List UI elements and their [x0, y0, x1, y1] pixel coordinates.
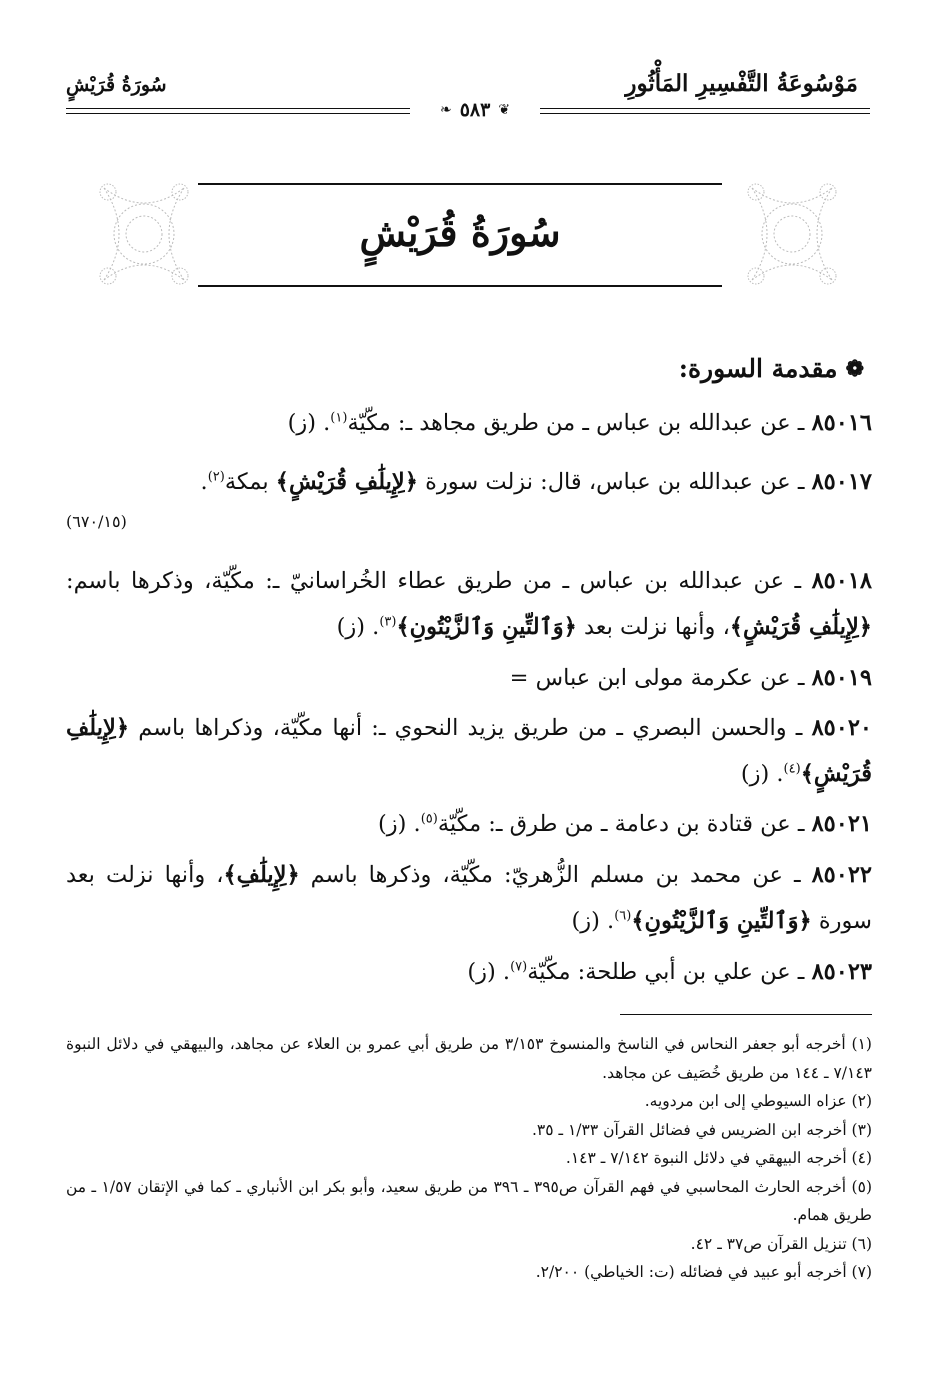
narration-paragraph [66, 558, 872, 650]
footnote: (٢) عزاه السيوطي إلى ابن مردويه. [644, 1092, 872, 1110]
surah-title: سُورَةُ قُرَيْشٍ [359, 210, 561, 255]
section-heading [679, 354, 864, 383]
book-title: مَوْسُوعَةُ التَّفْسِيرِ المَأْثُورِ [625, 70, 858, 97]
narration-tail: . (ز) [377, 811, 421, 837]
arabesque-ornament-icon [742, 178, 842, 290]
footnote-marker: (٥) [420, 811, 438, 827]
flower-ornament-icon: ❁ [845, 355, 864, 382]
quran-quote: ﴿لِإِيلَٰفِ قُرَيْشٍ﴾ [66, 715, 872, 787]
title-rule-top [198, 183, 722, 185]
narration-text: ـ عن عكرمة مولى ابن عباس = [509, 665, 812, 691]
narration-number: ٨٥٠٢٢ [811, 862, 872, 888]
narration-tail: . [200, 469, 208, 495]
narration-number: ٨٥٠١٨ [811, 568, 872, 594]
footnote-marker: (٦) [614, 908, 632, 924]
footnote-marker: (١) [330, 410, 348, 426]
narration-text: ـ عن عبدالله بن عباس ـ من طريق عطاء الخُراسانيّ ـ: مكّيّة، وذكرها باسم: [66, 568, 812, 594]
quran-quote: ﴿لِإِيلَٰفِ﴾ [223, 862, 300, 888]
narration-number: ٨٥٠٢٠ [811, 715, 872, 741]
quran-quote: ﴿وَٱلتِّينِ وَٱلزَّيْتُونِ﴾ [631, 908, 812, 934]
narration-text: بمكة [224, 469, 276, 495]
ornament-icon: ❧ [439, 102, 452, 118]
narration-number: ٨٥٠٢٣ [811, 959, 872, 985]
footnote: (٤) أخرجه البيهقي في دلائل النبوة ٧/١٤٢ ـ ١٤٣. [565, 1149, 872, 1167]
narration-paragraph [66, 949, 872, 995]
volume-page-reference: (٦٧٠/١٥) [66, 512, 127, 531]
arabesque-ornament-icon [94, 178, 194, 290]
narration-paragraph [66, 400, 872, 446]
narration-tail: . (ز) [467, 959, 511, 985]
narration-tail: . (ز) [336, 614, 380, 640]
narration-number: ٨٥٠١٦ [811, 410, 872, 436]
title-rule-bottom [198, 285, 722, 287]
narration-text: ـ عن علي بن أبي طلحة: مكّيّة [527, 959, 812, 985]
footnote: (٣) أخرجه ابن الضريس في فضائل القرآن ١/٣٣ ـ ٣٥. [531, 1120, 872, 1139]
narration-paragraph [66, 705, 872, 797]
narration-text: ، وأنها نزلت بعد سورة [66, 862, 872, 934]
footnote-marker: (٧) [510, 959, 528, 975]
narration-text: ـ عن عبدالله بن عباس، قال: نزلت سورة [417, 469, 812, 495]
narration-number: ٨٥٠١٩ [811, 665, 872, 691]
narration-paragraph [66, 655, 872, 701]
quran-quote: ﴿لِإِيلَٰفِ قُرَيْشٍ﴾ [729, 614, 872, 640]
quran-quote: ﴿لِإِيلَٰفِ قُرَيْشٍ﴾ [275, 469, 418, 495]
narration-number: ٨٥٠١٧ [811, 469, 872, 495]
narration-paragraph [66, 801, 872, 847]
narration-text: ـ عن قتادة بن دعامة ـ من طرق ـ: مكّيّة [437, 811, 812, 837]
narration-text: ـ عن محمد بن مسلم الزُّهريّ: مكّيّة، وذكرها باسم [299, 862, 812, 888]
section-heading-text: مقدمة السورة: [678, 354, 838, 383]
narration-text: ، وأنها نزلت بعد [576, 614, 730, 640]
narration-paragraph [66, 852, 872, 944]
footnote: (٧) أخرجه أبو عبيد في فضائله (ت: الخياطي) ٢/٢٠٠. [535, 1263, 872, 1281]
narration-tail: . (ز) [287, 410, 331, 436]
footnote-marker: (٢) [207, 469, 225, 485]
page-number-box [410, 97, 540, 123]
footnote-marker: (٣) [379, 614, 397, 630]
narration-tail: . (ز) [571, 908, 615, 934]
footnote: (٦) تنزيل القرآن ص٣٧ ـ ٤٢. [690, 1234, 872, 1253]
narration-paragraph [66, 459, 872, 505]
narration-text: ـ والحسن البصري ـ من طريق يزيد النحوي ـ: أنها مكّيّة، وذكراها باسم [129, 715, 812, 741]
narration-number: ٨٥٠٢١ [811, 811, 872, 837]
footnote: (١) أخرجه أبو جعفر النحاس في الناسخ والمنسوخ ٣/١٥٣ من طريق أبي عمرو بن العلاء عن مجاهد، والبيهقي في دلائل النبوة ٧/١٤٣ ـ ١٤٤ من طريق خُصَيف عن مجاهد. [66, 1035, 872, 1082]
narration-tail: . (ز) [740, 761, 784, 787]
footnote-marker: (٤) [783, 761, 801, 777]
ornament-icon: ❦ [498, 102, 511, 118]
narration-text: ـ عن عبدالله بن عباس ـ من طريق مجاهد ـ: مكّيّة [347, 410, 812, 436]
footnote-separator [620, 1014, 872, 1015]
running-surah-name: سُورَةُ قُرَيْشٍ [66, 74, 167, 96]
page-number: ٥٨٣ [459, 99, 491, 121]
footnotes [66, 1030, 872, 1287]
quran-quote: ﴿وَٱلتِّينِ وَٱلزَّيْتُونِ﴾ [396, 614, 577, 640]
footnote: (٥) أخرجه الحارث المحاسبي في فهم القرآن ص٣٩٥ ـ ٣٩٦ من طريق سعيد، وأبو بكر ابن الأنباري ـ كما في الإتقان ١/٥٧ ـ من طريق همام. [66, 1177, 872, 1224]
